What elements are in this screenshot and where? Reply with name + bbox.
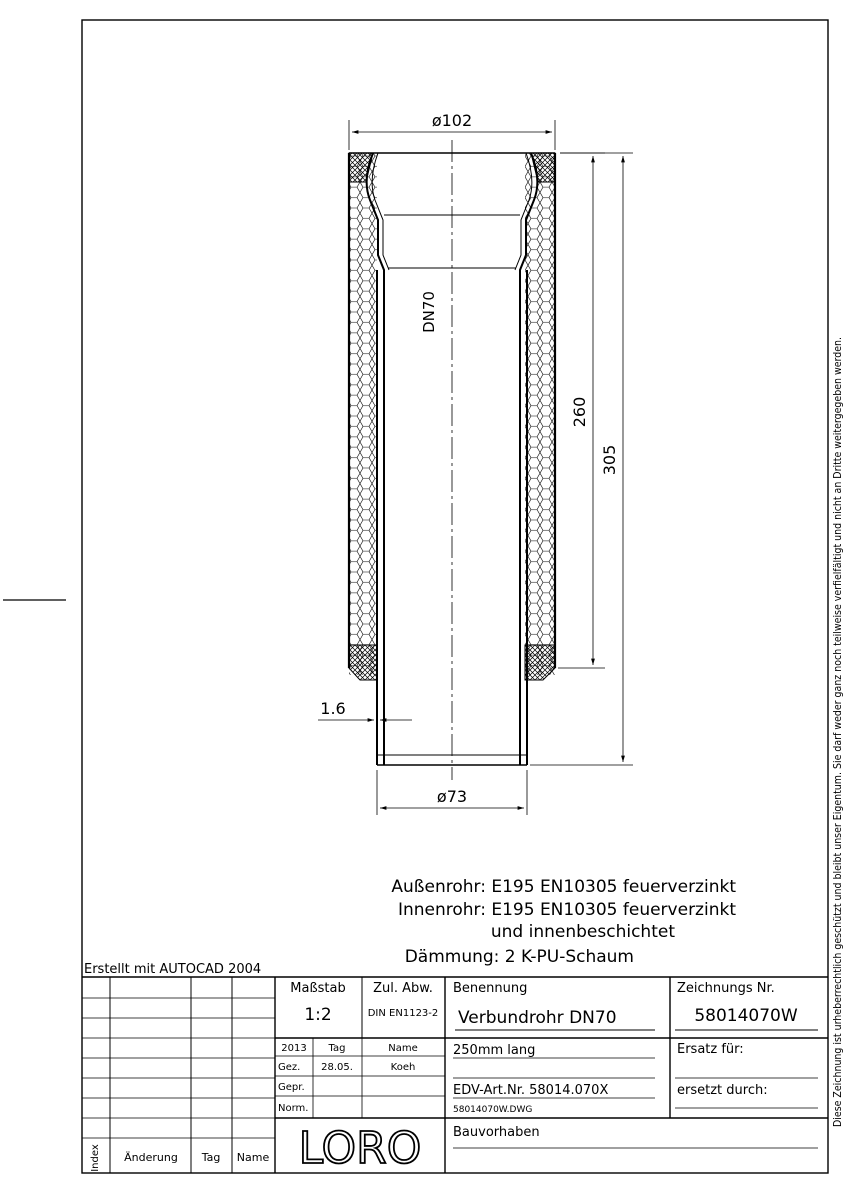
dim-length-inner: 260 <box>570 396 589 428</box>
name-label: Name <box>388 1043 418 1054</box>
edv-art: EDV-Art.Nr. 58014.070X <box>453 1083 609 1098</box>
ersatz-fuer: Ersatz für: <box>677 1042 744 1057</box>
gez-date: 28.05. <box>321 1062 353 1073</box>
material-coating: und innenbeschichtet <box>490 922 675 942</box>
dim-nominal: DN70 <box>420 291 438 333</box>
length-text: 250mm lang <box>453 1043 536 1058</box>
dim-length-total: 305 <box>600 444 619 476</box>
loro-logo: LORO <box>298 1123 422 1174</box>
zul-abw-label: Zul. Abw. <box>373 981 433 996</box>
bauvorhaben: Bauvorhaben <box>453 1125 540 1140</box>
benennung-label: Benennung <box>453 981 528 996</box>
material-outer: Außenrohr: E195 EN10305 feuerverzinkt <box>391 877 736 897</box>
tag-label: Tag <box>328 1043 346 1054</box>
massstab-value: 1:2 <box>304 1005 332 1025</box>
benennung-value: Verbundrohr DN70 <box>458 1008 617 1028</box>
pipe-section <box>349 140 555 780</box>
rev-name: Name <box>236 1151 270 1164</box>
ersetzt-durch: ersetzt durch: <box>677 1083 768 1098</box>
dim-inner-diameter: ø73 <box>436 787 468 806</box>
rev-tag: Tag <box>201 1151 221 1164</box>
zul-abw-value: DIN EN1123-2 <box>367 1008 439 1019</box>
created-with: Erstellt mit AUTOCAD 2004 <box>84 962 262 977</box>
dim-wall: 1.6 <box>320 699 346 718</box>
insulation-left <box>349 153 377 675</box>
massstab-label: Maßstab <box>290 981 346 996</box>
gepr-label: Gepr. <box>278 1082 305 1093</box>
zeichnungs-nr-label: Zeichnungs Nr. <box>677 981 775 996</box>
zeichnungs-nr-value: 58014070W <box>694 1006 798 1026</box>
material-inner: Innenrohr: E195 EN10305 feuerverzinkt <box>397 900 736 920</box>
material-insulation: Dämmung: 2 K-PU-Schaum <box>404 947 634 967</box>
dwg-file: 58014070W.DWG <box>453 1105 533 1115</box>
year: 2013 <box>281 1043 307 1054</box>
copyright-note: Diese Zeichnung ist urheberrechtlich geschützt und bleibt unser Eigentum. Sie darf weder ganz noch teilweise verfielfältigt und nicht an Dritte weitergegeben werden. <box>832 247 844 1127</box>
gez-label: Gez. <box>278 1062 301 1073</box>
norm-label: Norm. <box>278 1103 309 1114</box>
gez-name: Koeh <box>390 1062 416 1073</box>
materials-text <box>391 877 736 967</box>
sheet-frame <box>3 20 828 1173</box>
rev-aenderung: Änderung <box>124 1151 178 1164</box>
insulation-right <box>525 153 555 675</box>
rev-index: Index <box>90 1144 101 1172</box>
dim-outer-diameter: ø102 <box>431 111 473 130</box>
